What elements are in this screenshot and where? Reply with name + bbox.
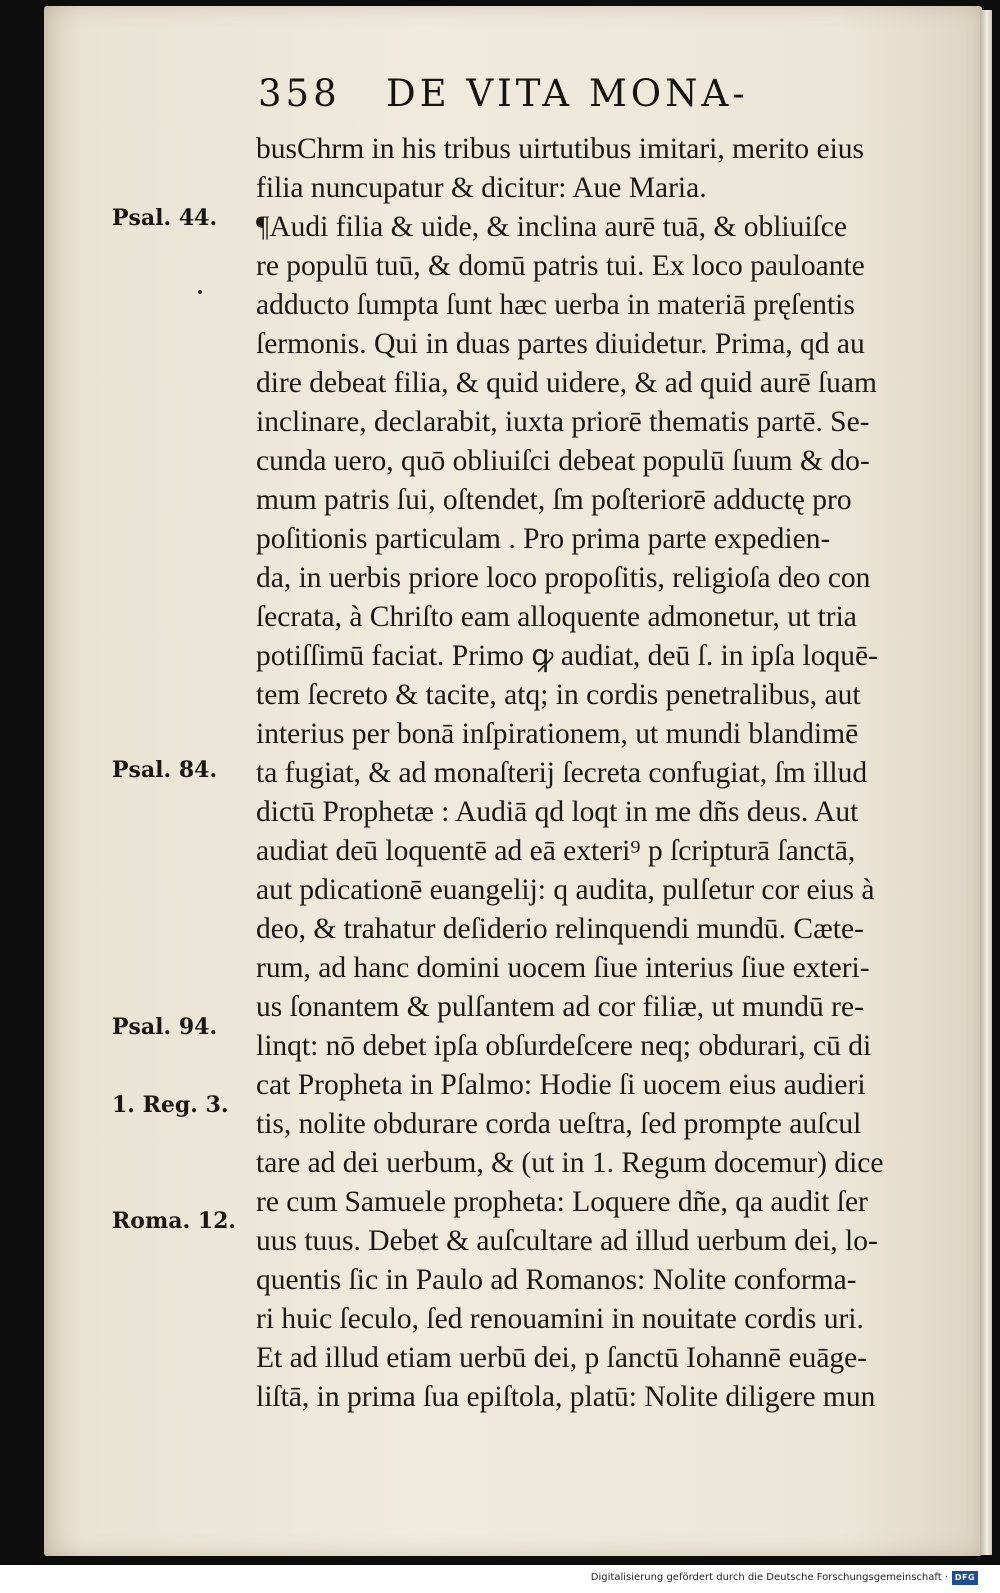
margin-note-psalm-44: Psal. 44. <box>112 205 218 231</box>
text-line: ta fugiat, & ad monaſterij ſecreta confugiat, ſm illud <box>256 757 868 789</box>
text-line: linqt: nō debet ipſa obſurdeſcere neq; obdurari, cū di <box>256 1030 872 1062</box>
digitization-footer <box>0 1568 1000 1593</box>
text-line: rum, ad hanc domini uocem ſiue interius ſiue exteri- <box>256 952 870 984</box>
text-line: re cum Samuele propheta: Loquere dñe, qa audit ſer <box>256 1186 868 1218</box>
funding-credit: Digitalisierung gefördert durch die Deutsche Forschungsgemeinschaft · <box>590 1572 948 1583</box>
margin-note-romans-12: Roma. 12. <box>112 1208 237 1234</box>
text-line: tem ſecreto & tacite, atq; in cordis penetralibus, aut <box>256 679 861 711</box>
text-line: uus tuus. Debet & auſcultare ad illud uerbum dei, lo- <box>256 1225 878 1257</box>
text-line: busChrm in his tribus uirtutibus imitari, merito eius <box>256 133 865 165</box>
text-line: tis, nolite obdurare corda ueſtra, ſed prompte auſcul <box>256 1108 862 1140</box>
text-line: ſecrata, à Chriſto eam alloquente admonetur, ut tria <box>256 601 857 633</box>
text-line: ſermonis. Qui in duas partes diuidetur. Prima, qd au <box>256 328 865 360</box>
text-line: da, in uerbis priore loco propoſitis, religioſa deo con <box>256 562 871 594</box>
running-header <box>258 72 798 120</box>
text-line: audiat deū loquentē ad eā exteri⁹ p ſcripturā ſanctā, <box>256 835 856 867</box>
running-title: DE VITA MONA- <box>386 72 749 115</box>
text-line: ¶Audi filia & uide, & inclina aurē tuā, & obliuiſce <box>256 211 847 243</box>
text-line: Et ad illud etiam uerbū dei, p ſanctū Iohannē euāge- <box>256 1342 868 1374</box>
text-line: interius per bonā inſpirationem, ut mundi blandimē <box>256 718 859 750</box>
text-line: quentis ſic in Paulo ad Romanos: Nolite conforma- <box>256 1264 857 1296</box>
margin-note-psalm-94: Psal. 94. <box>112 1014 218 1040</box>
text-line: inclinare, declarabit, iuxta priorē thematis partē. Se- <box>256 406 870 438</box>
text-line: poſitionis particulam . Pro prima parte expedien- <box>256 523 831 555</box>
text-line: us ſonantem & pulſantem ad cor filiæ, ut mundū re- <box>256 991 864 1023</box>
body-text <box>256 130 968 1417</box>
text-line: liſtā, in prima ſua epiſtola, platū: Nolite diligere mun <box>256 1381 876 1413</box>
text-line: filia nuncupatur & dicitur: Aue Maria. <box>256 172 707 204</box>
margin-mark <box>198 290 202 294</box>
text-line: dire debeat filia, & quid uidere, & ad quid aurē ſuam <box>256 367 877 399</box>
text-line: cunda uero, quō obliuiſci debeat populū ſuum & do- <box>256 445 870 477</box>
text-line: aut pdicationē euangelij: q audita, pulſetur cor eius à <box>256 874 875 906</box>
margin-note-regum-3: 1. Reg. 3. <box>112 1092 229 1118</box>
text-line: re populū tuū, & domū patris tui. Ex loco pauloante <box>256 250 865 282</box>
margin-note-psalm-84: Psal. 84. <box>112 757 218 783</box>
dfg-logo-icon: DFG <box>952 1571 978 1585</box>
page-edge <box>980 10 992 1555</box>
text-line: adducto ſumpta ſunt hæc uerba in materiā pręſentis <box>256 289 855 321</box>
text-line: tare ad dei uerbum, & (ut in 1. Regum docemur) dice <box>256 1147 884 1179</box>
text-line: ri huic ſeculo, ſed renouamini in nouitate cordis uri. <box>256 1303 864 1335</box>
text-line: deo, & trahatur deſiderio relinquendi mundū. Cæte- <box>256 913 864 945</box>
text-line: potiſſimū faciat. Primo ꝙ audiat, deū ſ. in ipſa loquē- <box>256 640 878 672</box>
text-line: dictū Prophetæ : Audiā qd loqt in me dñs deus. Aut <box>256 796 859 828</box>
page-number: 358 <box>258 72 341 115</box>
text-line: mum patris ſui, oſtendet, ſm poſteriorē adductę pro <box>256 484 852 516</box>
text-line: cat Propheta in Pſalmo: Hodie ſi uocem eius audieri <box>256 1069 866 1101</box>
